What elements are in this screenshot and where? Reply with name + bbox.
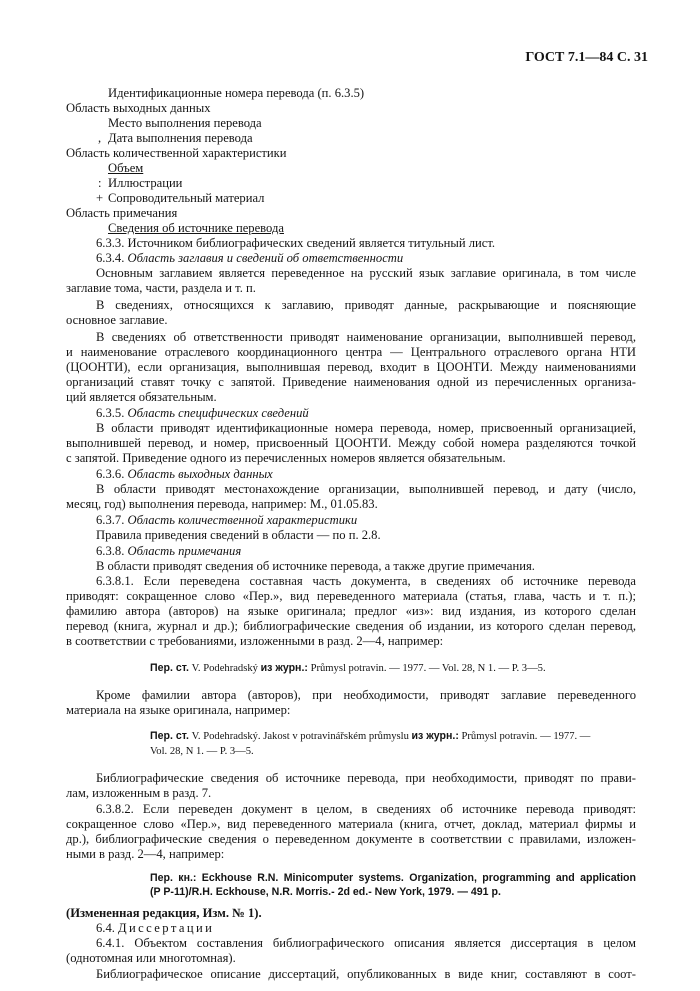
text-line: и наименование отраслевого координационного центра — Центрального отраслевого органа НТИ (66, 345, 636, 359)
text-line: фамилию автора (авторов) на языке оригинала; предлог «из»: вид издания, из которого сделан (66, 604, 636, 618)
text-line: В области приводят местонахождение организации, выполнившей перевод, и дату (число, (96, 482, 636, 496)
heading-title: Диссертации (118, 921, 215, 935)
para-6-3-3: 6.3.3. Источником библиографических сведений является титульный лист. (96, 236, 496, 250)
heading-6-3-5 (96, 406, 309, 421)
scheme-line-date: Дата выполнения перевода (108, 131, 253, 145)
heading-title: Область заглавия и сведений об ответственности (127, 251, 404, 265)
example-label: из журн.: (411, 730, 459, 742)
text-line: в соответствии с требованиями, изложенными в разд. 2—4, например: (66, 634, 444, 648)
heading-6-3-7 (96, 513, 357, 528)
text-line: с запятой. Приведение одного из перечисленных номеров является обязательным. (66, 451, 506, 465)
example-label: Пер. ст. (150, 662, 189, 674)
heading-number: 6.3.8. (96, 544, 125, 558)
text-line: лам, изложенным в разд. 7. (66, 786, 212, 800)
example-author: V. Podehradský. Jakost v potravinářském průmyslu (191, 731, 409, 742)
text-line: Библиографические сведения об источнике перевода, при необходимости, приводят по прави- (96, 771, 636, 785)
text-line: Правила приведения сведений в области — по п. 2.8. (96, 528, 381, 542)
heading-number: 6.3.6. (96, 467, 125, 481)
text-line: Библиографическое описание диссертаций, опубликованных в виде книг, составляют в соот- (96, 967, 636, 981)
example-source: Průmysl potravin. — 1977. — Vol. 28, N 1. — P. 3—5. (310, 663, 546, 674)
text-line: В области приводят идентификационные номера перевода, номер, присвоенный организацией, (96, 421, 636, 435)
heading-number: 6.3.7. (96, 513, 125, 527)
text-line: сокращенное слово «Пер.», вид переведенного материала (книга, отчет, доклад, материал фирмы и (66, 817, 636, 831)
page-header: ГОСТ 7.1—84 С. 31 (525, 50, 648, 65)
text-line: 6.4.1. Объектом составления библиографического описания является диссертация в целом (96, 936, 636, 950)
heading-6-4 (96, 921, 214, 936)
heading-6-3-4 (96, 251, 403, 266)
example-3-line-1: Пер. кн.: Eckhouse R.N. Minicomputer systems. Organization, programming and application (150, 872, 636, 884)
scheme-mark-comma: , (98, 131, 102, 145)
text-line: др.), библиографические сведения о переведенном документе в соответствии с правилами, изложен- (66, 832, 636, 846)
scheme-area-output: Область выходных данных (66, 101, 211, 115)
scheme-line-volume: Объем (108, 161, 144, 175)
text-line: основное заглавие. (66, 313, 168, 327)
text-line: заглавие тома, части, раздела и т. п. (66, 281, 256, 295)
text-line: месяц, год) выполнения перевода, например: М., 01.05.83. (66, 497, 378, 511)
heading-number: 6.3.5. (96, 406, 125, 420)
text-line: Кроме фамилии автора (авторов), при необходимости, приводят заглавие переведенного (96, 688, 636, 702)
heading-number: 6.3.4. (96, 251, 125, 265)
text-line: В сведениях об ответственности приводят наименование организации, выполнившей перевод, (96, 330, 636, 344)
text-line: ными в разд. 2—4, например: (66, 847, 225, 861)
example-author: V. Podehradský (191, 663, 258, 674)
scheme-line-place: Место выполнения перевода (108, 116, 262, 130)
scheme-line-translation-ids: Идентификационные номера перевода (п. 6.3.5) (108, 86, 365, 100)
heading-6-3-8 (96, 544, 241, 559)
heading-6-3-6 (96, 467, 273, 482)
example-3-line-2: (P P-11)/R.H. Eckhouse, N.R. Morris.- 2d ed.- New York, 1979. — 491 p. (150, 886, 501, 898)
text-line: выполнившей перевод, и номер, присвоенный ЦООНТИ. Между собой номера разделяются точкой (66, 436, 636, 450)
scheme-area-notes: Область примечания (66, 206, 178, 220)
text-line: В области приводят сведения об источнике перевода, а также другие примечания. (96, 559, 535, 573)
heading-title: Область примечания (127, 544, 242, 558)
heading-number: 6.4. (96, 921, 115, 935)
text-line: Основным заглавием является переведенное на русский язык заглавие оригинала, в том числе (96, 266, 636, 280)
text-line: 6.3.8.1. Если переведена составная часть документа, в сведениях об источнике перевода (96, 574, 636, 588)
scheme-mark-plus: + (96, 191, 104, 205)
example-2-cont: Vol. 28, N 1. — P. 3—5. (150, 746, 254, 757)
revision-note: (Измененная редакция, Изм. № 1). (66, 906, 262, 920)
example-1 (150, 661, 546, 676)
example-source: Průmysl potravin. — 1977. — (461, 731, 591, 742)
text-line: материала на языке оригинала, например: (66, 703, 291, 717)
text-line: (однотомная или многотомная). (66, 951, 236, 965)
example-label: Пер. ст. (150, 730, 189, 742)
scheme-mark-colon: : (98, 176, 102, 190)
example-label: из журн.: (260, 662, 308, 674)
heading-title: Область специфических сведений (127, 406, 309, 420)
text-line: В сведениях, относящихся к заглавию, приводят данные, раскрывающие и поясняющие (96, 298, 636, 312)
scheme-line-accompanying: Сопроводительный материал (108, 191, 265, 205)
example-2 (150, 729, 590, 744)
text-line: 6.3.8.2. Если переведен документ в целом, в сведениях об источнике перевода приводят: (96, 802, 636, 816)
scheme-area-quantity: Область количественной характеристики (66, 146, 287, 160)
text-line: приводят: сокращенное слово «Пер.», вид переведенного материала (статья, глава, часть и т. п.); (66, 589, 636, 603)
text-line: перевод (книга, журнал и др.); библиографические сведения об издании, из которого сделан перевод, (66, 619, 636, 633)
text-line: (ЦООНТИ), если организация, выполнившая перевод, входит в ЦООНТИ. Между наименованиями (66, 360, 636, 374)
heading-title: Область выходных данных (127, 467, 273, 481)
scheme-line-illustrations: Иллюстрации (108, 176, 183, 190)
scheme-line-source: Сведения об источнике перевода (108, 221, 284, 235)
text-line: ций является обязательным. (66, 390, 217, 404)
heading-title: Область количественной характеристики (127, 513, 358, 527)
text-line: организаций ставят точку с запятой. Приведение наименования одной из перечисленных организа- (66, 375, 636, 389)
